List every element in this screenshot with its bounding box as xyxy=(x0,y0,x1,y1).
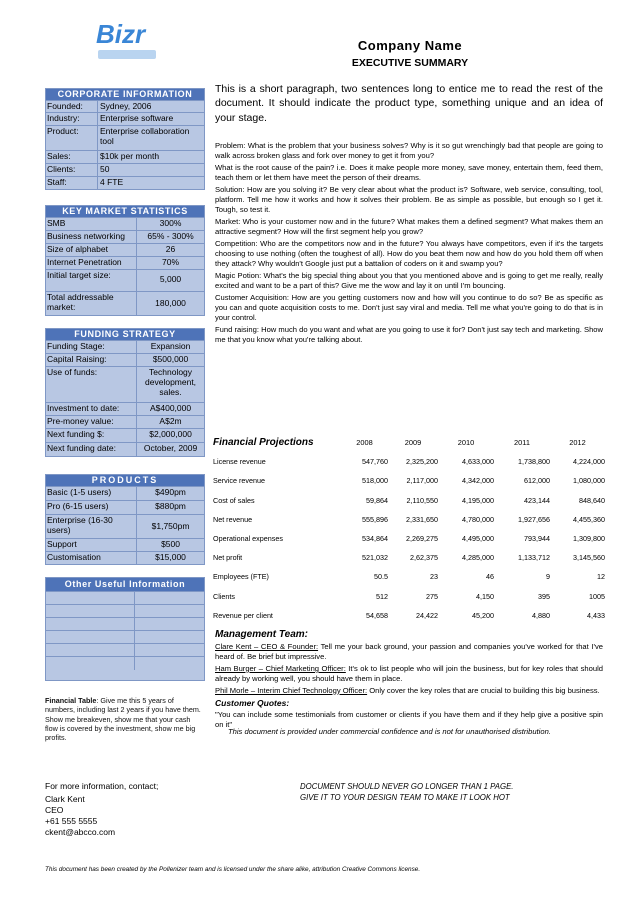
funding-row xyxy=(46,442,204,456)
cell: 54,658 xyxy=(366,610,388,620)
funding-value: Technology development, sales. xyxy=(145,367,197,397)
section-text: How are you getting customers now and how will you continue to do so? Be as specific as you can and quote acquisition costs to me. Don't just say viral and media. Tell me what you're going to do that is in your control. xyxy=(215,292,603,323)
product-price: $1,750pm xyxy=(151,521,190,531)
info-value: Enterprise software xyxy=(100,113,174,123)
member-text: Tell me your back ground, your passion and companies you've worked for that I've heard of. Be brief but impressive. xyxy=(215,642,603,662)
contact-block xyxy=(45,781,245,838)
funding-label: Next funding date: xyxy=(46,443,137,456)
cell: 275 xyxy=(426,591,438,601)
cell: 4,455,360 xyxy=(573,514,605,524)
row-label: Net profit xyxy=(213,553,243,563)
stat-row xyxy=(46,269,204,291)
funding-label: Funding Stage: xyxy=(46,341,137,353)
cell: 23 xyxy=(430,572,438,582)
cell: 4,880 xyxy=(532,610,550,620)
stat-value: 300% xyxy=(159,218,182,228)
funding-label: Use of funds: xyxy=(46,367,137,402)
financial-note-text: : Give me this 5 years of numbers, including last 2 years if you have them. Show me breakeven, show me that your cash flow is covered by the investment, show me big profits. xyxy=(45,696,201,743)
year-header: 2012 xyxy=(569,438,586,448)
cell: 395 xyxy=(538,591,550,601)
funding-value: A$400,000 xyxy=(149,403,192,413)
info-label: Product: xyxy=(46,126,98,150)
corporate-info-title: CORPORATE INFORMATION xyxy=(46,89,204,100)
section-customer-acquisition xyxy=(215,293,603,324)
cell: 4,495,000 xyxy=(462,534,494,544)
financial-row xyxy=(213,452,605,471)
stat-row xyxy=(46,256,204,269)
stat-label: Size of alphabet xyxy=(46,244,137,256)
quotes-title: Customer Quotes: xyxy=(215,697,290,708)
info-row xyxy=(46,112,204,125)
product-label: Customisation xyxy=(46,552,137,564)
row-label: License revenue xyxy=(213,457,266,467)
section-text: Who is your customer now and in the future? What makes them a defined segment? What makes them an attractive segment? How will the first segment help you grow? xyxy=(215,216,603,237)
section-label: Solution: xyxy=(215,184,245,194)
financial-row xyxy=(213,510,605,529)
product-price: $880pm xyxy=(155,501,186,511)
section-text: What is the problem that your business solves? Why is it so gut wrenchingly bad that people are going to walk across broken glass and fork over money to get it from you? xyxy=(215,141,603,161)
row-label: Cost of sales xyxy=(213,495,255,505)
funding-row xyxy=(46,402,204,415)
row-label: Operational expenses xyxy=(213,534,283,544)
section-label: Customer Acquisition: xyxy=(215,292,289,302)
cell: 4,224,000 xyxy=(573,457,605,467)
company-name: Company Name xyxy=(357,38,463,53)
cell: 12 xyxy=(597,572,605,582)
row-label: Clients xyxy=(213,591,235,601)
financial-row xyxy=(213,567,605,586)
cell: 534,864 xyxy=(362,534,388,544)
year-header: 2008 xyxy=(356,438,373,448)
cell: 1,738,800 xyxy=(518,457,550,467)
stat-label: Initial target size: xyxy=(46,270,137,291)
funding-row xyxy=(46,428,204,442)
row-label: Revenue per client xyxy=(213,610,273,620)
contact-role: CEO xyxy=(45,805,64,815)
funding-value: October, 2009 xyxy=(143,443,198,453)
cell: 1,133,712 xyxy=(518,553,550,563)
section-problem xyxy=(215,141,603,161)
cell: 518,000 xyxy=(362,476,388,486)
product-row xyxy=(46,500,204,514)
cell: 9 xyxy=(546,572,550,582)
cell: 4,195,000 xyxy=(462,495,494,505)
product-label: Basic (1-5 users) xyxy=(46,487,137,500)
financial-table-note xyxy=(45,696,205,742)
info-value: 4 FTE xyxy=(100,177,124,187)
product-price: $500 xyxy=(161,539,180,549)
section-market xyxy=(215,217,603,237)
cell: 4,433 xyxy=(587,610,605,620)
cell: 4,342,000 xyxy=(462,476,494,486)
section-fund-raising xyxy=(215,325,603,345)
section-label: Competition: xyxy=(215,238,258,248)
contact-intro: For more information, contact; xyxy=(45,781,159,791)
funding-row xyxy=(46,340,204,353)
contact-name: Clark Kent xyxy=(45,794,85,804)
stat-row xyxy=(46,243,204,256)
cell: 1,927,656 xyxy=(518,514,550,524)
summary-sections xyxy=(215,141,603,347)
product-row xyxy=(46,486,204,500)
other-info-title: Other Useful Information xyxy=(46,578,204,591)
other-info-box xyxy=(45,577,205,681)
cell: 612,000 xyxy=(524,476,550,486)
product-price: $15,000 xyxy=(155,552,186,562)
section-text: How are you solving it? Be very clear about what the product is? Software, web service, consulting, tool, platform. Tell me how it works and how it solves their problem. Be as simple as possible, but enough so I get it. Tough, so test it. xyxy=(215,184,603,215)
info-label: Founded: xyxy=(46,101,98,112)
funding-value: $2,000,000 xyxy=(149,429,192,439)
funding-value: A$2m xyxy=(159,416,182,426)
info-label: Sales: xyxy=(46,151,98,163)
funding-label: Pre-money value: xyxy=(46,416,137,428)
team-member xyxy=(215,664,603,684)
member-name: Ham Burger – Chief Marketing Officer: xyxy=(215,663,346,673)
section-root-cause xyxy=(215,163,603,183)
logo-reflection-icon xyxy=(96,48,166,62)
cell: 4,780,000 xyxy=(462,514,494,524)
member-name: Phil Morle – Interim Chief Technology Officer: xyxy=(215,685,368,695)
length-notice-line-2: GIVE IT TO YOUR DESIGN TEAM TO MAKE IT LOOK HOT xyxy=(300,793,510,802)
info-value: Sydney, 2006 xyxy=(100,101,152,111)
company-logo xyxy=(96,20,166,70)
products-box xyxy=(45,474,205,565)
stat-value: 180,000 xyxy=(155,298,186,308)
contact-email[interactable]: ckent@abcco.com xyxy=(45,827,116,837)
cell: 793,944 xyxy=(524,534,550,544)
funding-label: Next funding $: xyxy=(46,429,137,442)
cell: 2,269,275 xyxy=(406,534,438,544)
funding-row xyxy=(46,415,204,428)
stat-value: 65% - 300% xyxy=(147,231,194,241)
product-label: Enterprise (16-30 users) xyxy=(46,515,137,538)
cell: 555,896 xyxy=(362,514,388,524)
cell: 45,200 xyxy=(472,610,494,620)
stat-value: 26 xyxy=(165,244,176,254)
section-label: Market: xyxy=(215,216,241,226)
financial-row xyxy=(213,471,605,490)
section-label: Fund raising: xyxy=(215,324,259,334)
section-text: Who are the competitors now and in the future? You always have competitors, even if it's the targets choosing to use nothing (often the toughest of all). How do you beat them now and how do you hold them off when they attack? Why wouldn't Google just put a battalion of coders on it and swamp you? xyxy=(215,238,603,269)
cell: 3,145,560 xyxy=(573,553,605,563)
stat-label: Internet Penetration xyxy=(46,257,137,269)
info-row xyxy=(46,163,204,176)
cell: 2,62,375 xyxy=(410,553,438,563)
info-value: 50 xyxy=(100,164,110,174)
cell: 1,309,800 xyxy=(573,534,605,544)
cell: 848,640 xyxy=(579,495,605,505)
info-value: Enterprise collaboration tool xyxy=(100,126,190,146)
stat-label: SMB xyxy=(46,218,137,230)
cell: 46 xyxy=(486,572,494,582)
year-header: 2011 xyxy=(514,438,530,448)
logo-text: Bizr xyxy=(96,19,146,49)
corporate-info-box xyxy=(45,88,205,190)
row-label: Net revenue xyxy=(213,514,253,524)
cell: 2,117,000 xyxy=(406,476,438,486)
financial-note-label: Financial Table xyxy=(45,696,97,705)
info-row xyxy=(46,176,204,189)
section-label: Problem: xyxy=(215,141,246,150)
cell: 512 xyxy=(376,591,388,601)
cell: 2,110,550 xyxy=(406,495,438,505)
product-row xyxy=(46,514,204,538)
cell: 24,422 xyxy=(416,610,438,620)
financial-row xyxy=(213,606,605,625)
funding-strategy-title: FUNDING STRATEGY xyxy=(46,329,204,340)
member-name: Clare Kent – CEO & Founder: xyxy=(215,642,319,651)
financial-projections-table xyxy=(213,433,605,625)
year-header: 2009 xyxy=(404,438,422,448)
cell: 59,864 xyxy=(366,495,388,505)
product-label: Support xyxy=(46,539,137,551)
stat-value: 70% xyxy=(162,257,180,267)
section-label: Magic Potion: xyxy=(215,270,262,280)
stat-label: Total addressable market: xyxy=(46,292,137,315)
document-subtitle: EXECUTIVE SUMMARY xyxy=(351,57,469,69)
cell: 547,760 xyxy=(362,457,388,467)
section-text: What's the big special thing about you that you mentioned above and is going to get me really, really excited and want to be a part of this? Give me the wow and lay it on until I'm bouncing. xyxy=(215,270,603,291)
year-header: 2010 xyxy=(457,438,475,448)
section-text: How much do you want and what are you going to use it for? Don't just say tech and marketing. Show me that you know what you're talking about. xyxy=(215,324,603,345)
member-text: It's ok to list people who will join the business, but for key roles that should already by working well, you should have them in place. xyxy=(215,663,603,684)
cell: 1,080,000 xyxy=(573,476,605,486)
product-price: $490pm xyxy=(155,487,186,497)
market-stats-title: KEY MARKET STATISTICS xyxy=(46,206,204,217)
funding-value: Expansion xyxy=(150,341,191,351)
team-member xyxy=(215,686,603,696)
stat-row xyxy=(46,291,204,315)
cell: 1005 xyxy=(589,591,605,601)
financial-row xyxy=(213,548,605,567)
stat-row xyxy=(46,217,204,230)
license-notice: This document has been created by the Pollenizer team and is licensed under the share alike, attribution Creative Commons license. xyxy=(45,866,421,873)
info-row xyxy=(46,100,204,112)
section-magic-potion xyxy=(215,271,603,291)
funding-strategy-box xyxy=(45,328,205,457)
financial-row xyxy=(213,529,605,548)
cell: 2,331,650 xyxy=(406,514,438,524)
section-text: What is the root cause of the pain? i.e. Does it make people more money, save money, entertain them, feed them, teach them or let them have meet the person of their dreams. xyxy=(215,162,603,183)
management-team xyxy=(215,629,603,731)
row-label: Employees (FTE) xyxy=(213,572,269,582)
product-label: Pro (6-15 users) xyxy=(46,501,137,514)
length-notice-line-1: DOCUMENT SHOULD NEVER GO LONGER THAN 1 PAGE. xyxy=(300,782,514,791)
stat-label: Business networking xyxy=(46,231,137,243)
cell: 4,285,000 xyxy=(462,553,494,563)
funding-label: Investment to date: xyxy=(46,403,137,415)
funding-row xyxy=(46,353,204,366)
financial-header-row xyxy=(213,433,605,452)
section-competition xyxy=(215,239,603,270)
cell: 2,325,200 xyxy=(406,457,438,467)
cell: 50.5 xyxy=(374,572,388,582)
funding-label: Capital Raising: xyxy=(46,354,137,366)
cell: 4,633,000 xyxy=(462,457,494,467)
stat-value: 5,000 xyxy=(159,274,182,284)
cell: 4,150 xyxy=(476,591,494,601)
section-solution xyxy=(215,185,603,216)
funding-value: $500,000 xyxy=(152,354,189,364)
info-label: Clients: xyxy=(46,164,98,176)
management-title: Management Team: xyxy=(215,629,308,640)
product-row xyxy=(46,551,204,564)
member-text: Only cover the key roles that are crucial to building this big business. xyxy=(367,685,600,695)
row-label: Service revenue xyxy=(213,476,265,486)
team-member xyxy=(215,642,603,662)
cell: 423,144 xyxy=(524,495,550,505)
financial-row xyxy=(213,491,605,510)
product-row xyxy=(46,538,204,551)
other-info-grid xyxy=(46,591,204,670)
stat-row xyxy=(46,230,204,243)
funding-row xyxy=(46,366,204,402)
length-notice xyxy=(300,781,513,803)
info-row xyxy=(46,125,204,150)
market-stats-box xyxy=(45,205,205,316)
products-title: PRODUCTS xyxy=(46,475,204,486)
cell: 521,032 xyxy=(362,553,388,563)
intro-paragraph: This is a short paragraph, two sentences long to entice me to read the rest of the document. It should indicate the product type, something unique and an idea of your stage. xyxy=(215,83,603,124)
info-label: Industry: xyxy=(46,113,98,125)
contact-phone: +61 555 5555 xyxy=(45,816,98,826)
confidential-notice: This document is provided under commercial confidence and is not for unauthorised distribution. xyxy=(228,727,551,736)
customer-quote: "You can include some testimonials from customer or clients if you have them and if they help give a positive spin on it" xyxy=(215,709,603,729)
info-row xyxy=(46,150,204,163)
financial-title: Financial Projections xyxy=(213,437,314,449)
info-label: Staff: xyxy=(46,177,98,189)
financial-row xyxy=(213,587,605,606)
info-value: $10k per month xyxy=(100,151,160,161)
